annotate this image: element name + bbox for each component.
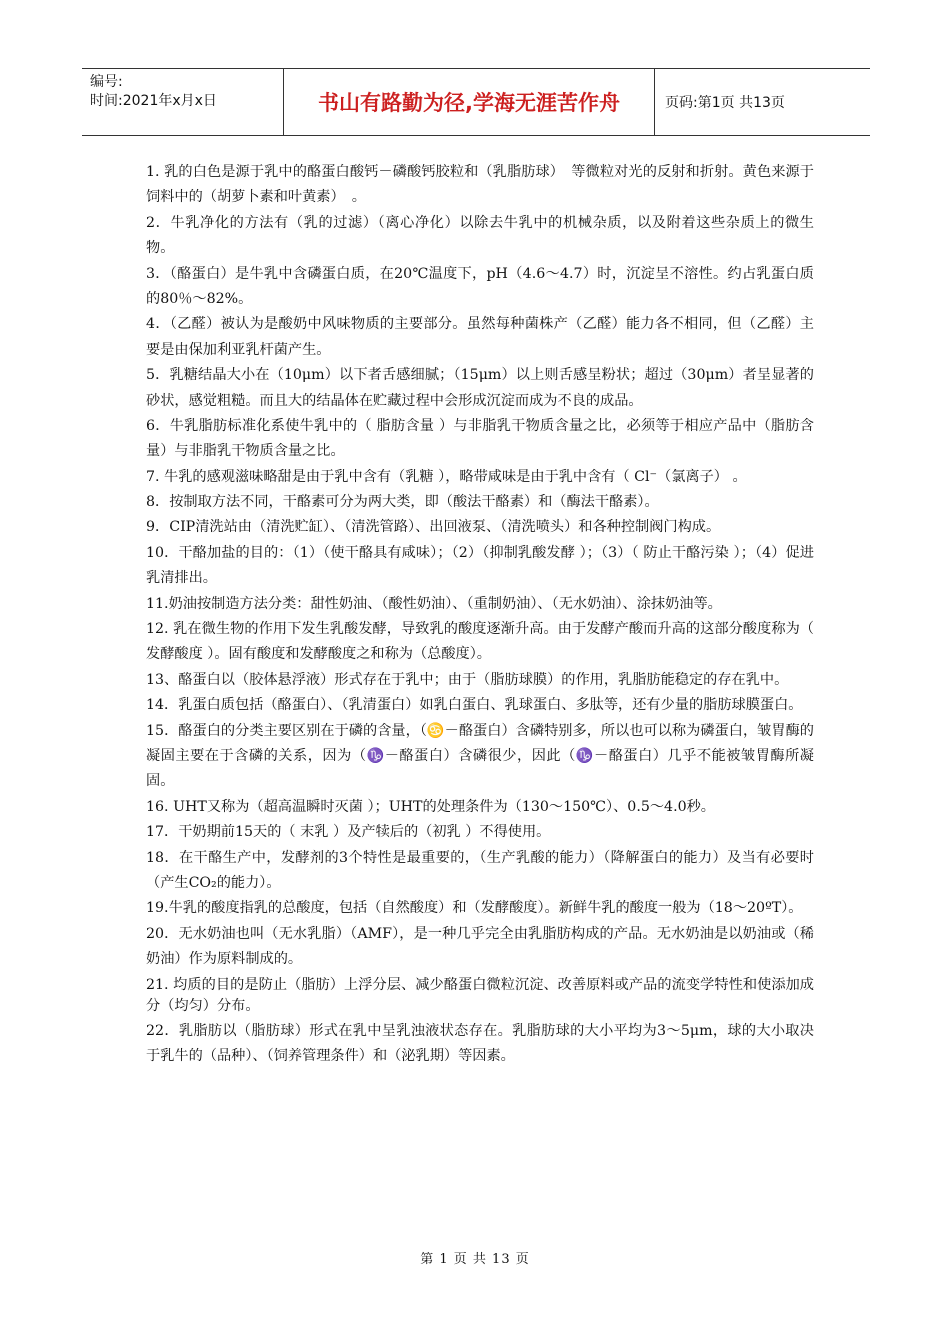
- paragraph-18: 18．在干酪生产中，发酵剂的3个特性是最重要的，（生产乳酸的能力）（降解蛋白的能力）及当有必要时（产生CO₂的能力）。: [146, 849, 814, 891]
- paragraph-7: 7. 牛乳的感观滋味略甜是由于乳中含有（乳糖 ），略带咸味是由于乳中含有（ Cl⁻（氯离子） 。: [146, 468, 747, 485]
- paragraph-19: 19.牛乳的酸度指乳的总酸度，包括（自然酸度）和（发酵酸度）。新鲜牛乳的酸度一般为（18～20ºT）。: [146, 900, 803, 917]
- page-footer: 第 1 页 共 13 页: [420, 1252, 530, 1267]
- header-page-info: 页码:第1页 共13页: [665, 95, 785, 111]
- paragraph-12: 12. 乳在微生物的作用下发生乳酸发酵，导致乳的酸度逐渐升高。由于发酵产酸而升高的这部分酸度称为（ 发酵酸度 ）。固有酸度和发酵酸度之和称为（总酸度）。: [146, 620, 814, 663]
- paragraph-17: 17．干奶期前15天的（ 末乳 ）及产犊后的（初乳 ）不得使用。: [146, 824, 551, 841]
- header-meta: [82, 69, 283, 135]
- time-label: 时间:2021年x月x日: [90, 93, 217, 109]
- paragraph-20: 20．无水奶油也叫（无水乳脂）（AMF），是一种几乎完全由乳脂肪构成的产品。无水奶油是以奶油或（稀奶油）作为原料制成的。: [146, 925, 814, 968]
- paragraph-2: 2．牛乳净化的方法有（乳的过滤）（离心净化）以除去牛乳中的机械杂质，以及附着这些杂质上的微生物。: [146, 214, 814, 257]
- paragraph-4: 4．（乙醛）被认为是酸奶中风味物质的主要部分。虽然每种菌株产（乙醛）能力各不相同，但（乙醛）主要是由保加利亚乳杆菌产生。: [146, 316, 814, 358]
- paragraph-10: 10．干酪加盐的目的：（1）（使干酪具有咸味）；（2）（抑制乳酸发酵 ）；（3）（ 防止干酪污染 ）；（4）促进乳清排出。: [146, 544, 814, 587]
- paragraph-5: 5．乳糖结晶大小在（10μm）以下者舌感细腻；（15μm）以上则舌感呈粉状；超过（30μm）者呈显著的砂状，感觉粗糙。而且大的结晶体在贮藏过程中会形成沉淀而成为不良的成品。: [146, 367, 814, 409]
- page-header: [82, 68, 870, 136]
- paragraph-8: 8．按制取方法不同，干酪素可分为两大类，即（酸法干酪素）和（酶法干酪素）。: [146, 493, 659, 510]
- paragraph-13: 13、酪蛋白以（胶体悬浮液）形式存在于乳中；由于（脂肪球膜）的作用，乳脂肪能稳定的存在乳中。: [146, 671, 789, 688]
- header-motto: 书山有路勤为径,学海无涯苦作舟: [283, 69, 655, 135]
- paragraph-6: 6．牛乳脂肪标准化系使牛乳中的（ 脂肪含量 ）与非脂乳干物质含量之比，必须等于相应产品中（脂肪含量）与非脂乳干物质含量之比。: [146, 418, 814, 460]
- paragraph-11: 11.奶油按制造方法分类：甜性奶油、（酸性奶油）、（重制奶油）、（无水奶油）、涂抹奶油等。: [146, 595, 722, 612]
- document-body: [146, 160, 814, 1069]
- paragraph-15: 15．酪蛋白的分类主要区别在于磷的含量，（♋－酪蛋白）含磷特别多，所以也可以称为磷蛋白，皱胃酶的凝固主要在于含磷的关系，因为（♑－酪蛋白）含磷很少，因此（♑－酪蛋白）几乎不能被皱胃酶所凝固。: [146, 722, 814, 790]
- paragraph-21: 21. 均质的目的是防止（脂肪）上浮分层、减少酪蛋白微粒沉淀、改善原料或产品的流变学特性和使添加成分（均匀）分布。: [146, 976, 814, 1014]
- paragraph-3: 3．（酪蛋白）是牛乳中含磷蛋白质，在20℃温度下，pH（4.6～4.7）时，沉淀呈不溶性。约占乳蛋白质的80％～82%。: [146, 265, 814, 308]
- paragraph-16: 16. UHT又称为（超高温瞬时灭菌 ）；UHT的处理条件为（130～150℃）、0.5～4.0秒。: [146, 798, 715, 815]
- code-label: 编号:: [90, 74, 123, 90]
- paragraph-14: 14．乳蛋白质包括（酪蛋白）、（乳清蛋白）如乳白蛋白、乳球蛋白、多肽等，还有少量的脂肪球膜蛋白。: [146, 697, 803, 714]
- paragraph-22: 22．乳脂肪以（脂肪球）形式在乳中呈乳浊液状态存在。乳脂肪球的大小平均为3～5μm，球的大小取决于乳牛的（品种）、（饲养管理条件）和（泌乳期）等因素。: [146, 1022, 814, 1064]
- paragraph-9: 9．CIP清洗站由（清洗贮缸）、（清洗管路）、出回液泵、（清洗喷头）和各种控制阀门构成。: [146, 519, 721, 536]
- paragraph-1: 1. 乳的白色是源于乳中的酪蛋白酸钙－磷酸钙胶粒和（乳脂肪球） 等微粒对光的反射和折射。黄色来源于饲料中的（胡萝卜素和叶黄素） 。: [146, 164, 814, 206]
